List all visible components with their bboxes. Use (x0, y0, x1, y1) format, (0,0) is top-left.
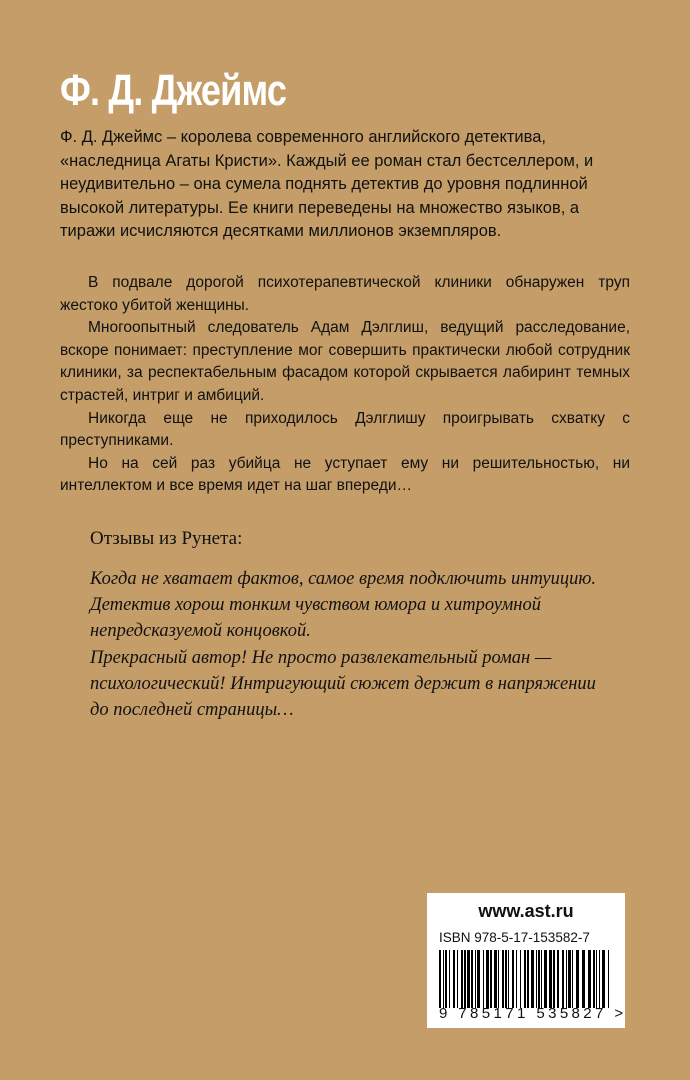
synopsis (60, 272, 630, 498)
barcode-bar (520, 950, 521, 1008)
publisher-website: www.ast.ru (478, 901, 574, 921)
barcode-bar (477, 950, 480, 1008)
barcode-bar (471, 950, 473, 1008)
author-bio: Ф. Д. Джеймс – королева современного английского детектива, «наследница Агаты Кристи». Каждый ее роман стал бестселлером, и неудивительно – она сумела поднять детектив до уровня подлинной высокой литературы. Ее книги переведены на множество языков, а тиражи исчисляются десятками миллионов экземпляров. (60, 128, 594, 240)
barcode-bar (527, 950, 529, 1008)
review-quote: Прекрасный автор! Не просто развлекательный роман — психологический! Интригующий сюжет держит в напряжении до последней страницы… (90, 648, 596, 720)
barcode-bar (516, 950, 517, 1008)
barcode-bar (593, 950, 595, 1008)
barcode-bar (453, 950, 455, 1008)
barcode-bar (502, 950, 504, 1008)
barcode-bar (544, 950, 547, 1008)
barcode-bar (505, 950, 507, 1008)
author-name: Ф. Д. Джеймс (60, 66, 287, 115)
barcode-bar (536, 950, 537, 1008)
barcode-bar (568, 950, 571, 1008)
synopsis-paragraph: Никогда еще не приходилось Дэлглишу проигрывать схватку с преступниками. (60, 409, 630, 450)
barcode-bar (541, 950, 542, 1008)
isbn-label: ISBN 978-5-17-153582-7 (439, 930, 590, 945)
barcode-bar (588, 950, 591, 1008)
barcode-bar (531, 950, 534, 1008)
barcode-bar (467, 950, 470, 1008)
synopsis-paragraph: Но на сей раз убийца не уступает ему ни решительностью, ни интеллектом и все время идет на шаг впереди… (60, 454, 630, 495)
barcode-bar (443, 950, 444, 1008)
barcode-bar (553, 950, 555, 1008)
barcode-bar (483, 950, 484, 1008)
barcode-bar (475, 950, 476, 1008)
barcode-bar (566, 950, 567, 1008)
barcode-bar (538, 950, 540, 1008)
barcode-bar (608, 950, 609, 1008)
barcode-bar (439, 950, 441, 1008)
barcode-bar (524, 950, 526, 1008)
barcode-bar (572, 950, 573, 1008)
barcode-bar (490, 950, 492, 1008)
barcode-digits: 9 785171 535827 > (439, 1005, 627, 1022)
review-quote: Когда не хватает фактов, самое время подключить интуицию. Детектив хорош тонким чувством юмора и хитроумной непредсказуемой концовкой. (90, 569, 597, 641)
barcode-bar (582, 950, 585, 1008)
barcode-bar (576, 950, 579, 1008)
barcode-bar (461, 950, 463, 1008)
barcode-bar (486, 950, 489, 1008)
barcode-bar (449, 950, 450, 1008)
barcode-bar (562, 950, 564, 1008)
synopsis-paragraph: В подвале дорогой психотерапевтической клиники обнаружен труп жестоко убитой женщины. (60, 274, 630, 314)
barcode-bar (464, 950, 466, 1008)
barcode-bar (602, 950, 605, 1008)
synopsis-paragraph: Многоопытный следователь Адам Дэлглиш, ведущий расследование, вскоре понимает: преступление мог совершить практически любой сотрудник клиники, за респектабельным фасадом которой скрывается лабиринт темных страстей, интриг и амбиций. (60, 319, 630, 404)
barcode-bar (512, 950, 514, 1008)
barcode-bar (457, 950, 458, 1008)
reviews-heading: Отзывы из Рунета: (90, 528, 243, 549)
barcode-panel (427, 893, 625, 1028)
barcode-bar (494, 950, 497, 1008)
barcode-bar (549, 950, 552, 1008)
barcode-bar (498, 950, 499, 1008)
barcode-bar (508, 950, 509, 1008)
barcode-bar (596, 950, 597, 1008)
barcode-bar (445, 950, 447, 1008)
barcode-graphic (439, 950, 614, 1008)
barcode-bar (557, 950, 559, 1008)
barcode-bar (599, 950, 600, 1008)
